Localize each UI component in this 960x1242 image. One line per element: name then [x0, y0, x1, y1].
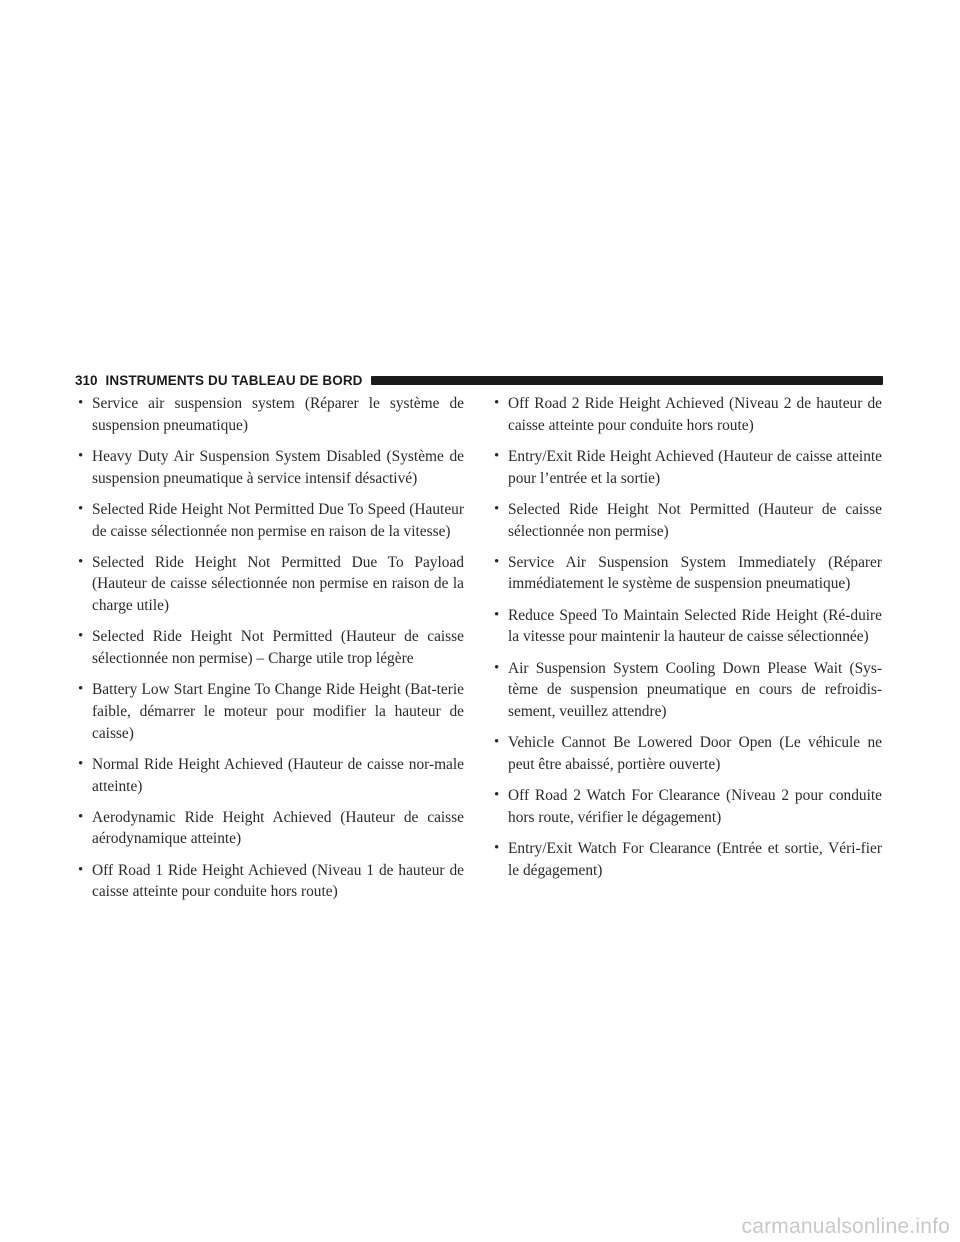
list-item-text: Service Air Suspension System Immediately (Réparer immédiatement le système de suspension pneumatique)	[508, 553, 882, 593]
list-item-text: Normal Ride Height Achieved (Hauteur de caisse nor-male atteinte)	[92, 755, 464, 795]
bullet-icon: •	[78, 447, 84, 464]
bullet-icon: •	[494, 734, 500, 751]
section-title: INSTRUMENTS DU TABLEAU DE BORD	[105, 372, 363, 388]
list-item	[78, 860, 464, 903]
bullet-icon: •	[494, 787, 500, 804]
list-item	[494, 446, 882, 489]
watermark-text: carmanualsonline.info	[741, 1215, 950, 1238]
list-item	[78, 754, 464, 797]
list-item	[494, 838, 882, 881]
list-item-text: Vehicle Cannot Be Lowered Door Open (Le véhicule ne peut être abaissé, portière ouverte)	[508, 734, 882, 773]
list-item	[494, 785, 882, 828]
page-header	[75, 370, 883, 390]
list-item-text: Selected Ride Height Not Permitted Due To Speed (Hauteur de caisse sélectionnée non permise en raison de la vitesse)	[92, 500, 464, 540]
bullet-icon: •	[494, 659, 500, 676]
list-item-text: Aerodynamic Ride Height Achieved (Hauteur de caisse aérodynamique atteinte)	[92, 808, 464, 848]
list-item-text: Air Suspension System Cooling Down Please Wait (Sys-tème de suspension pneumatique en cours de refroidis-sement, veuillez attendre)	[508, 659, 882, 720]
list-item	[78, 626, 464, 669]
list-item-text: Selected Ride Height Not Permitted Due To Payload (Hauteur de caisse sélectionnée non permise en raison de la charge utile)	[92, 553, 464, 615]
list-item-text: Selected Ride Height Not Permitted (Hauteur de caisse sélectionnée non permise) – Charge utile trop légère	[92, 628, 464, 668]
list-item	[494, 605, 882, 648]
list-item	[494, 732, 882, 775]
list-item-text: Selected Ride Height Not Permitted (Hauteur de caisse sélectionnée non permise)	[508, 500, 882, 540]
list-item	[494, 658, 882, 723]
list-item-text: Off Road 2 Ride Height Achieved (Niveau 2 de hauteur de caisse atteinte pour conduite hors route)	[508, 395, 882, 434]
header-rule	[371, 376, 883, 385]
list-item	[78, 552, 464, 617]
list-item-text: Reduce Speed To Maintain Selected Ride Height (Ré-duire la vitesse pour maintenir la hauteur de caisse sélectionnée)	[508, 606, 882, 646]
bullet-icon: •	[78, 681, 84, 698]
bullet-icon: •	[78, 808, 84, 825]
list-item	[78, 499, 464, 542]
bullet-icon: •	[494, 500, 500, 517]
list-item	[78, 446, 464, 489]
bullet-icon: •	[78, 628, 84, 645]
list-item-text: Off Road 2 Watch For Clearance (Niveau 2 pour conduite hors route, vérifier le dégagement)	[508, 787, 882, 826]
bullet-icon: •	[494, 553, 500, 570]
bullet-icon: •	[78, 500, 84, 517]
list-item-text: Entry/Exit Watch For Clearance (Entrée et sortie, Véri-fier le dégagement)	[508, 839, 882, 879]
bullet-icon: •	[494, 447, 500, 464]
list-item-text: Battery Low Start Engine To Change Ride Height (Bat-terie faible, démarrer le moteur pour modifier la hauteur de caisse)	[92, 681, 464, 742]
list-item	[494, 499, 882, 542]
list-item	[78, 679, 464, 744]
bullet-icon: •	[78, 755, 84, 772]
left-column-list	[78, 393, 464, 913]
bullet-icon: •	[78, 395, 84, 411]
list-item-text: Off Road 1 Ride Height Achieved (Niveau 1 de hauteur de caisse atteinte pour conduite hors route)	[92, 861, 464, 901]
list-item	[78, 807, 464, 850]
right-column-list	[494, 393, 882, 891]
list-item-text: Heavy Duty Air Suspension System Disabled (Système de suspension pneumatique à service intensif désactivé)	[92, 447, 464, 487]
bullet-icon: •	[78, 861, 84, 878]
list-item-text: Entry/Exit Ride Height Achieved (Hauteur de caisse atteinte pour l’entrée et la sortie)	[508, 447, 882, 487]
list-item-text: Service air suspension system (Réparer le système de suspension pneumatique)	[92, 395, 464, 434]
list-item	[494, 393, 882, 436]
bullet-icon: •	[494, 606, 500, 623]
list-item	[78, 393, 464, 436]
list-item	[494, 552, 882, 595]
page-number: 310	[75, 372, 98, 388]
bullet-icon: •	[494, 839, 500, 856]
bullet-icon: •	[494, 395, 500, 411]
bullet-icon: •	[78, 553, 84, 570]
